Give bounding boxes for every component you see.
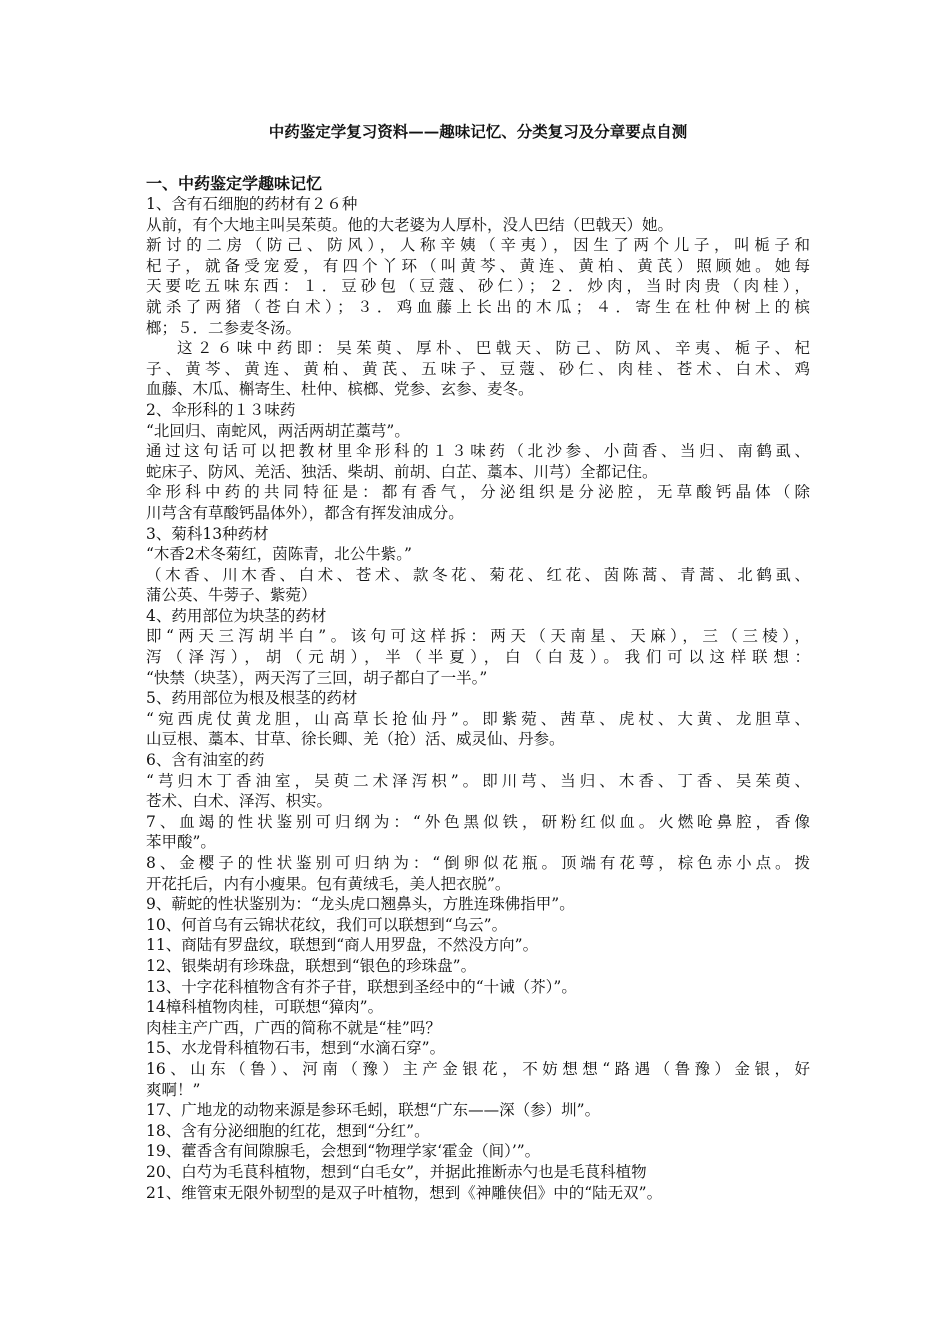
text-line: 20、白芍为毛茛科植物，想到“白毛女”，并据此推断赤勺也是毛茛科植物 [146,1162,647,1181]
text-line: 蒲公英、牛蒡子、紫菀） [146,586,317,605]
text-line: 开花托后，内有小瘦果。包有黄绒毛，美人把衣脱”。 [146,874,511,893]
text-line: 爽啊！” [146,1080,201,1099]
text-line: 4、药用部位为块茎的药材 [146,606,327,625]
document-title: 中药鉴定学复习资料——趣味记忆、分类复习及分章要点自测 [268,122,688,141]
text-line: “木香2术冬菊红，茵陈青，北公牛紫。” [146,545,412,564]
text-line: 苯甲酸”。 [146,833,216,852]
text-line: 泻（泽泻），胡（元胡），半（半夏），白（白芨）。我们可以这样联想： [146,648,810,667]
text-line: 子、黄芩、黄连、黄柏、黄芪、五味子、豆蔻、砂仁、肉桂、苍术、白术、鸡 [146,359,810,378]
text-line: 山豆根、藁本、甘草、徐长卿、羌（抢）活、威灵仙、丹参。 [146,730,565,749]
text-line: 伞形科中药的共同特征是：都有香气，分泌组织是分泌腔，无草酸钙晶体（除 [146,483,810,502]
text-line: 川芎含有草酸钙晶体外），都含有挥发油成分。 [146,503,464,522]
text-line: “快禁（块茎），两天泻了三回，胡子都白了一半。” [146,668,488,687]
text-line: 新讨的二房（防己、防风），人称辛姨（辛夷），因生了两个儿子，叫栀子和 [146,236,810,255]
text-line: 14樟科植物肉桂，可联想“獐肉”。 [146,998,384,1017]
text-line: 8、金樱子的性状鉴别可归纳为：“倒卵似花瓶。顶端有花萼，棕色赤小点。拨 [146,854,810,872]
text-line: 7、血竭的性状鉴别可归纲为：“外色黑似铁，研粉红似血。火燃呛鼻腔，香像 [146,812,810,831]
text-line: 从前，有个大地主叫吴茱萸。他的大老婆为人厚朴，没人巴结（巴戟天）她。 [146,215,674,234]
text-line: 6、含有油室的药 [146,751,265,770]
text-line: 榔；５．二参麦冬汤。 [146,318,302,337]
section-heading: 一、中药鉴定学趣味记忆 [146,174,323,193]
text-line: 11、商陆有罗盘纹，联想到“商人用罗盘，不然没方向”。 [146,936,539,955]
text-line: “北回归、南蛇风，两活两胡芷藁芎”。 [146,421,410,440]
document-page [146,122,810,1203]
text-line: 18、含有分泌细胞的红花，想到“分红”。 [146,1121,430,1140]
text-line: 这２６味中药即：吴茱萸、厚朴、巴戟天、防己、防风、辛夷、栀子、杞 [177,339,810,358]
text-line: 17、广地龙的动物来源是参环毛蚓，联想“广东——深（参）圳”。 [146,1101,601,1120]
text-line: “宛西虎仗黄龙胆，山高草长抢仙丹”。即紫菀、茜草、虎杖、大黄、龙胆草、 [146,709,810,728]
text-line: 16、山东（鲁）、河南（豫）主产金银花，不妨想想“路遇（鲁豫）金银，好 [146,1059,810,1078]
section-body [146,194,810,1203]
text-line: 天要吃五味东西：１．豆砂包（豆蔻、砂仁）；２．炒肉，当时肉贵（肉桂）， [146,277,810,296]
text-line: 就杀了两猪（苍白术）；３．鸡血藤上长出的木瓜；４．寄生在杜仲树上的槟 [146,297,810,316]
text-line: 血藤、木瓜、槲寄生、杜仲、槟榔、党参、玄参、麦冬。 [146,380,534,399]
text-line: 苍术、白术、泽泻、枳实。 [146,792,333,811]
text-line: 13、十字花科植物含有芥子苷，联想到圣经中的“十诫（芥）”。 [146,977,577,996]
text-line: 10、何首乌有云锦状花纹，我们可以联想到“乌云”。 [146,915,508,934]
text-line: 肉桂主产广西，广西的简称不就是“桂”吗？ [146,1018,441,1037]
text-line: 19、藿香含有间隙腺毛，会想到“物理学家‘霍金（间）’”。 [146,1142,541,1161]
text-line: 1、含有石细胞的药材有２６种 [146,195,358,213]
text-line: 15、水龙骨科植物石韦，想到“水滴石穿”。 [146,1039,446,1058]
text-line: 2、伞形科的１３味药 [146,400,296,419]
text-line: 9、蕲蛇的性状鉴别为：“龙头虎口翘鼻头，方胜连珠佛指甲”。 [146,895,575,914]
text-line: 杞子，就备受宠爱，有四个丫环（叫黄芩、黄连、黄柏、黄芪）照顾她。她每 [146,256,810,275]
text-line: 即“两天三泻胡半白”。该句可这样拆：两天（天南星、天麻），三（三棱）， [146,627,810,646]
text-line: 12、银柴胡有珍珠盘，联想到“银色的珍珠盘”。 [146,956,477,975]
text-line: 3、菊科13种药材 [146,524,269,543]
text-line: 蛇床子、防风、羌活、独活、柴胡、前胡、白芷、藁本、川芎）全都记住。 [146,462,658,481]
text-line: “芎归木丁香油室，吴萸二术泽泻枳”。即川芎、当归、木香、丁香、吴茱萸、 [146,771,810,790]
text-line: 5、药用部位为根及根茎的药材 [146,689,358,708]
text-line: （木香、川木香、白术、苍术、款冬花、菊花、红花、茵陈蒿、青蒿、北鹤虱、 [146,565,810,584]
text-line: 通过这句话可以把教材里伞形科的１３味药（北沙参、小茴香、当归、南鹤虱、 [146,442,810,461]
text-line: 21、维管束无限外韧型的是双子叶植物，想到《神雕侠侣》中的“陆无双”。 [146,1183,663,1202]
